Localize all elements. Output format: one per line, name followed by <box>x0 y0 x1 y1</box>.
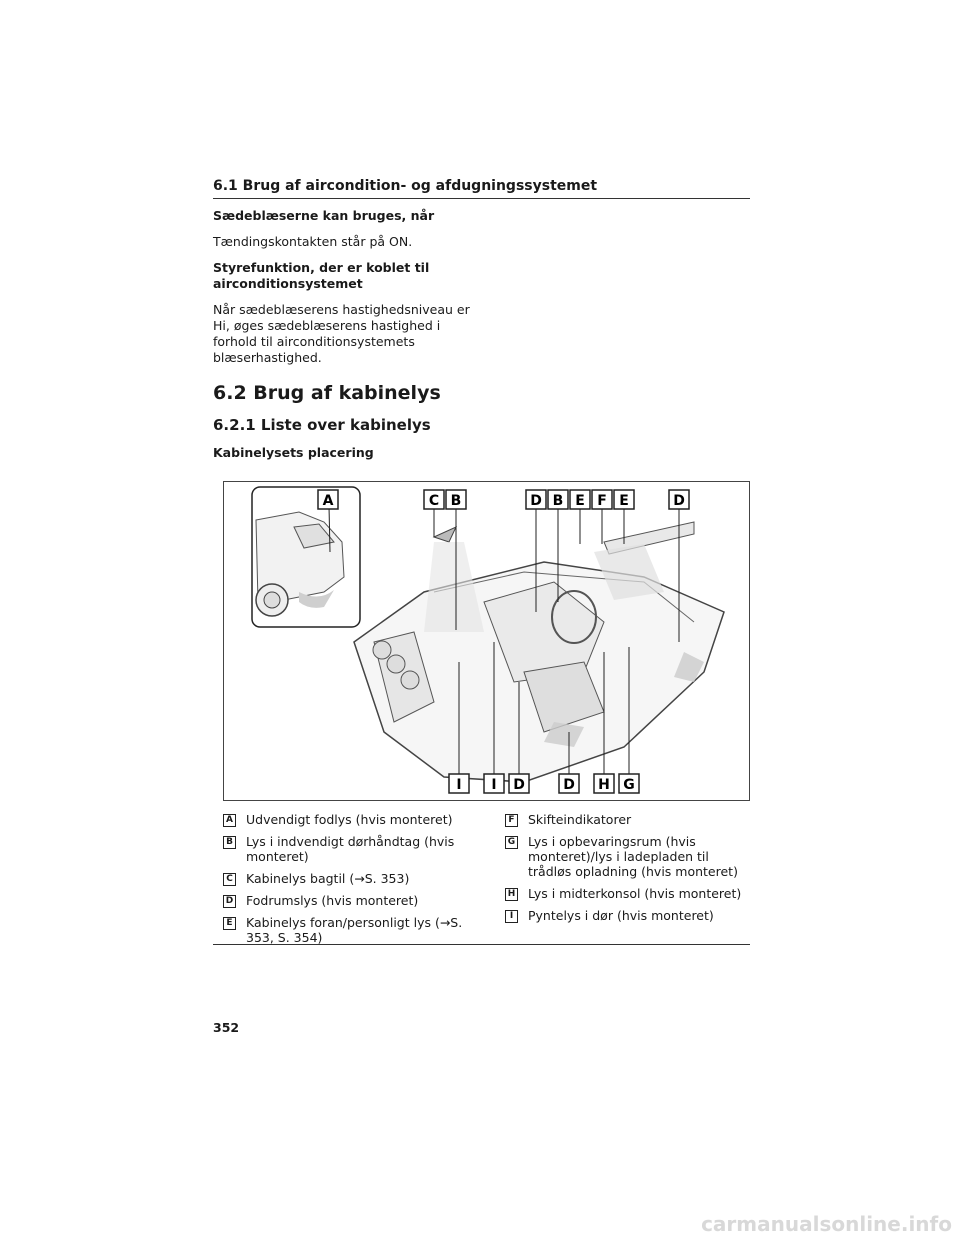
subheading-seat-fans: Sædeblæserne kan bruges, når <box>213 208 435 223</box>
legend-key: I <box>505 910 518 923</box>
legend-item <box>505 834 750 879</box>
legend-item <box>223 893 483 908</box>
legend-key: E <box>223 917 236 930</box>
paragraph-line-2: Hi, øges sædeblæserens hastighed i <box>213 318 441 333</box>
legend-item <box>223 915 483 945</box>
section-header: 6.1 Brug af aircondition- og afdugningssystemet <box>213 178 750 199</box>
callout-label: C <box>428 493 440 509</box>
subheading-control-function <box>213 260 483 292</box>
legend-text: Udvendigt fodlys (hvis monteret) <box>246 812 453 827</box>
legend-key: G <box>505 836 518 849</box>
legend-text: Fodrumslys (hvis monteret) <box>246 893 419 908</box>
legend-text: Lys i midterkonsol (hvis monteret) <box>528 886 742 901</box>
cabin-drawing <box>354 522 724 782</box>
intro-text <box>213 208 483 376</box>
callout-label: D <box>530 493 542 509</box>
page-number: 352 <box>213 1020 240 1035</box>
callout-label: B <box>552 493 564 509</box>
legend-right <box>505 812 750 930</box>
callout-label: D <box>673 493 685 509</box>
legend-key: A <box>223 814 236 827</box>
chapter-heading: 6.2 Brug af kabinelys <box>213 382 441 404</box>
subsection-heading: Kabinelysets placering <box>213 445 374 460</box>
legend-key: H <box>505 888 518 901</box>
legend-text: Pyntelys i dør (hvis monteret) <box>528 908 714 923</box>
paragraph-fan-speed <box>213 302 483 366</box>
bottom-divider <box>213 944 750 945</box>
callout-label: I <box>456 777 462 793</box>
callout-label: H <box>598 777 610 793</box>
legend-key: B <box>223 836 236 849</box>
legend-key: D <box>223 895 236 908</box>
watermark: carmanualsonline.info <box>701 1212 952 1236</box>
legend-text: Kabinelys foran/personligt lys (→S. 353, S. 354) <box>246 915 463 945</box>
paragraph-ignition: Tændingskontakten står på ON. <box>213 234 413 249</box>
legend-item <box>223 812 483 827</box>
cabin-illustration <box>224 482 749 800</box>
paragraph-line-4: blæserhastighed. <box>213 350 322 365</box>
legend-item <box>223 834 483 864</box>
legend-key: C <box>223 873 236 886</box>
callout-label: E <box>575 493 585 509</box>
legend-text: Kabinelys bagtil (→S. 353) <box>246 871 410 886</box>
legend-item <box>505 812 750 827</box>
legend-text: Lys i indvendigt dørhåndtag (hvis monteret) <box>246 834 455 864</box>
legend-item <box>505 886 750 901</box>
callout-label: A <box>322 493 334 509</box>
legend-item <box>223 871 483 886</box>
top-callouts <box>318 490 689 509</box>
callout-label: G <box>623 777 635 793</box>
callout-label: D <box>563 777 575 793</box>
legend-key: F <box>505 814 518 827</box>
subheading-line-1: Styrefunktion, der er koblet til <box>213 260 430 275</box>
paragraph-line-3: forhold til airconditionsystemets <box>213 334 415 349</box>
callout-label: D <box>513 777 525 793</box>
callout-label: F <box>597 493 607 509</box>
legend-text: Lys i opbevaringsrum (hvis monteret)/lys i ladepladen til trådløs opladning (hvis monteret) <box>528 834 738 879</box>
callout-label: I <box>491 777 497 793</box>
legend-text: Skifteindikatorer <box>528 812 632 827</box>
legend-left <box>223 812 483 952</box>
paragraph-line-1: Når sædeblæserens hastighedsniveau er <box>213 302 470 317</box>
exterior-inset <box>252 487 360 627</box>
callout-label: E <box>619 493 629 509</box>
callout-label: B <box>450 493 462 509</box>
legend-item <box>505 908 750 923</box>
cabin-lights-figure <box>223 481 750 801</box>
subheading-line-2: airconditionsystemet <box>213 276 363 291</box>
section-heading: 6.2.1 Liste over kabinelys <box>213 416 431 434</box>
